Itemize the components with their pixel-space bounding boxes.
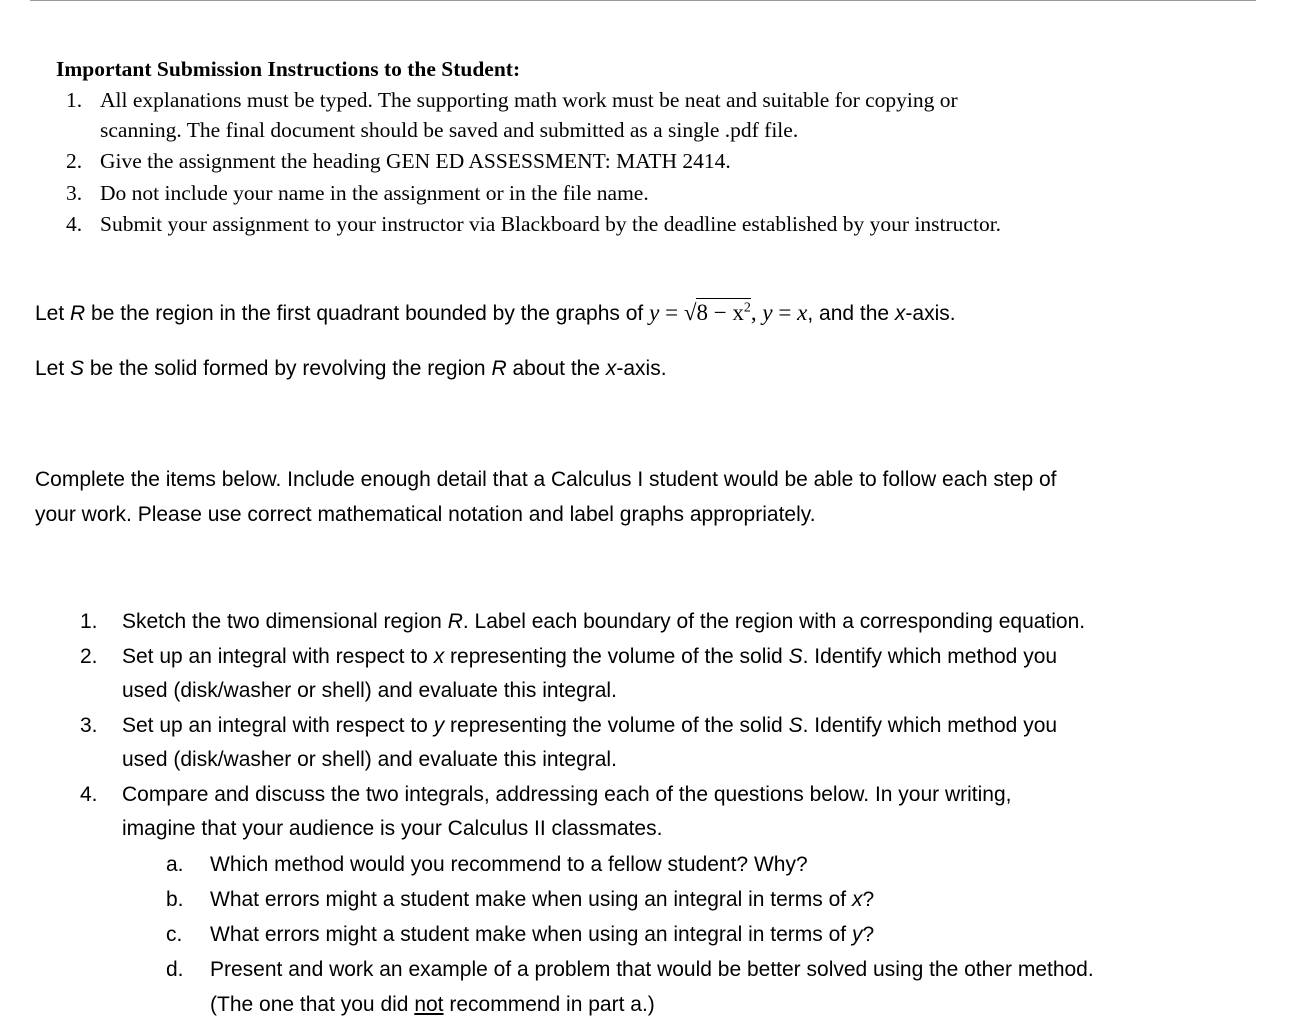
text: What errors might a student make when using an integral in terms of <box>210 887 852 911</box>
text: about the <box>506 357 606 380</box>
instruction-line: scanning. The final document should be saved and submitted as a single .pdf file. <box>100 117 799 142</box>
instruction-item <box>56 147 1256 177</box>
task-line <box>122 709 1094 744</box>
task-number: 4. <box>80 782 98 806</box>
task-item-1 <box>80 605 1094 640</box>
solid-definition <box>35 357 667 381</box>
subtask-letter: b. <box>166 887 184 911</box>
text: ? <box>862 922 875 946</box>
instructions-title: Important Submission Instructions to the Student: <box>56 57 521 81</box>
text: be the solid formed by revolving the region <box>84 357 492 380</box>
var-x: x <box>851 887 863 911</box>
task-item-2 <box>80 640 1094 709</box>
underlined-word: not <box>414 992 444 1016</box>
curve-equation <box>649 298 807 325</box>
text: (The one that you did <box>210 992 415 1016</box>
subtask-line: Present and work an example of a problem that would be better solved using the other method. <box>210 957 1094 981</box>
text: Set up an integral with respect to <box>122 644 434 668</box>
task-line: Compare and discuss the two integrals, addressing each of the questions below. In your writing, <box>122 782 1012 806</box>
var-r: R <box>70 302 86 325</box>
var-y: y <box>851 922 863 946</box>
instruction-line: Do not include your name in the assignment or in the file name. <box>100 180 649 205</box>
equals: = <box>772 300 798 325</box>
var-r: R <box>491 357 507 380</box>
task-line: used (disk/washer or shell) and evaluate this integral. <box>122 679 617 702</box>
instruction-line: Submit your assignment to your instructor via Blackboard by the deadline established by your instructor. <box>100 212 1002 236</box>
task-line: imagine that your audience is your Calculus II classmates. <box>122 817 663 840</box>
exponent: 2 <box>743 300 751 316</box>
text: recommend in part a.) <box>443 992 655 1016</box>
task-item-3 <box>80 709 1094 778</box>
text: -axis. <box>616 357 667 380</box>
text: . Label each boundary of the region with a corresponding equation. <box>462 610 1086 633</box>
instruction-number: 1. <box>66 88 83 112</box>
instruction-number: 3. <box>66 180 83 205</box>
subtask-line: Which method would you recommend to a fellow student? Why? <box>210 852 808 876</box>
instruction-number: 4. <box>66 212 83 236</box>
var-x: x <box>605 357 617 380</box>
instruction-number: 2. <box>66 149 83 173</box>
task-line <box>122 605 1094 640</box>
var-s: S <box>788 713 803 737</box>
text: representing the volume of the solid <box>444 644 789 668</box>
subtask-d <box>80 952 1094 1022</box>
directions <box>35 462 1056 532</box>
text: be the region in the first quadrant bounded by the graphs of <box>85 302 650 325</box>
subtask-a <box>80 847 1094 882</box>
instruction-item <box>56 179 1256 209</box>
region-definition <box>35 300 956 326</box>
top-rule <box>30 0 1256 1</box>
var-s: S <box>70 357 85 380</box>
subtask-letter: d. <box>166 957 184 981</box>
text: -axis. <box>905 302 956 325</box>
task-line <box>122 640 1094 675</box>
subtask-line <box>210 882 1094 917</box>
var-y: y <box>762 300 773 325</box>
directions-line: Complete the items below. Include enough detail that a Calculus I student would be able to follow each step of <box>35 468 1057 491</box>
instruction-line: All explanations must be typed. The supporting math work must be neat and suitable for copying or <box>100 88 958 112</box>
subtask-letter: c. <box>166 922 183 946</box>
subtask-line <box>210 917 1094 952</box>
text: Let <box>35 302 71 325</box>
var-y: y <box>433 713 445 737</box>
instruction-item <box>56 210 1256 240</box>
task-list <box>80 605 1094 1022</box>
var-x: x <box>894 302 906 325</box>
var-s: S <box>788 644 803 668</box>
task-line: used (disk/washer or shell) and evaluate this integral. <box>122 748 617 771</box>
text: Sketch the two dimensional region <box>122 610 448 633</box>
equals: = <box>659 300 684 325</box>
task-number: 3. <box>80 713 98 737</box>
instruction-item <box>56 86 1256 145</box>
var-r: R <box>447 610 463 633</box>
text: . Identify which method you <box>802 713 1058 737</box>
instructions-list <box>56 86 1256 242</box>
text: ? <box>862 887 875 911</box>
task-number: 1. <box>80 610 98 633</box>
text: Let <box>35 357 71 380</box>
text: . Identify which method you <box>802 644 1058 668</box>
radicand-text: 8 − x <box>696 300 744 325</box>
task-number: 2. <box>80 644 98 668</box>
subtask-c <box>80 917 1094 952</box>
var-x: x <box>433 644 445 668</box>
sqrt-icon: √ <box>683 300 697 325</box>
text: representing the volume of the solid <box>444 713 789 737</box>
text: , and the <box>807 302 895 325</box>
radicand <box>696 298 750 325</box>
comma: , <box>750 300 763 325</box>
var-x: x <box>797 300 808 325</box>
task-item-4 <box>80 778 1094 1022</box>
directions-line: your work. Please use correct mathematical notation and label graphs appropriately. <box>35 503 816 526</box>
subtask-letter: a. <box>166 852 184 876</box>
text: What errors might a student make when using an integral in terms of <box>210 922 852 946</box>
subtask-b <box>80 882 1094 917</box>
instruction-line: Give the assignment the heading GEN ED ASSESSMENT: MATH 2414. <box>100 149 731 173</box>
text: Set up an integral with respect to <box>122 713 434 737</box>
var-y: y <box>649 300 660 325</box>
subtask-line <box>210 987 1094 1022</box>
